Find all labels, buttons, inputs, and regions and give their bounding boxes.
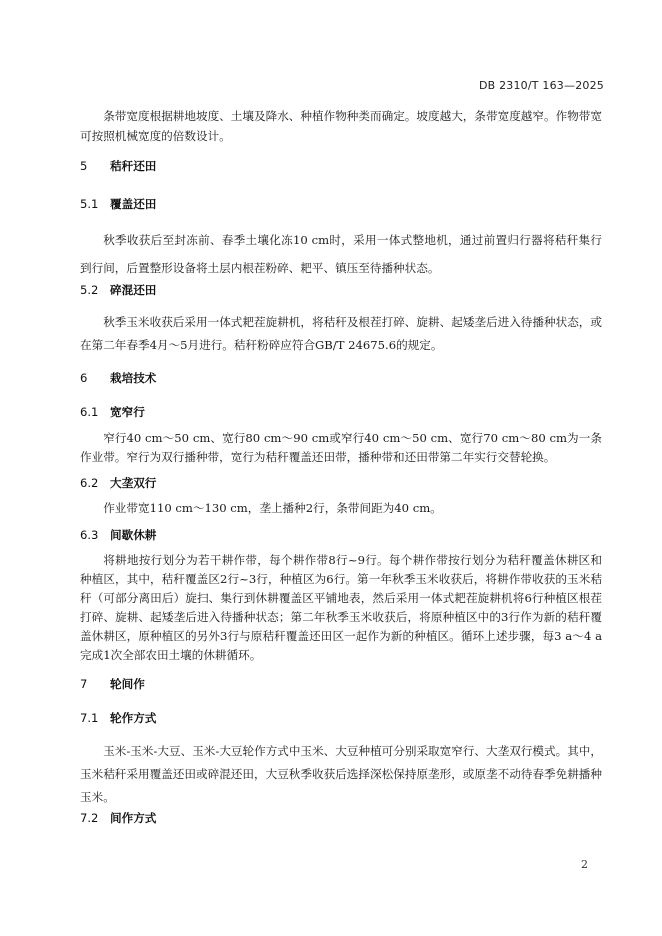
section-number: 7	[80, 677, 88, 691]
section-7-2-heading	[80, 810, 156, 826]
section-5-heading	[80, 158, 156, 174]
section-number: 6.1	[80, 405, 99, 419]
section-6-1-heading	[80, 404, 145, 420]
section-6-3-heading	[80, 527, 156, 543]
section-title: 宽窄行	[110, 405, 145, 419]
section-number: 5	[80, 159, 88, 173]
section-title: 秸秆还田	[110, 159, 157, 173]
paragraph-6-2: 作业带宽110 cm～130 cm，垄上播种2行，条带间距为40 cm。	[103, 501, 442, 515]
section-number: 6.2	[80, 476, 99, 490]
paragraph-5-2: 秋季玉米收获后采用一体式耙茬旋耕机，将秸秆及根茬打碎、旋耕、起矮垄后进入待播种状态，或在第二年春季4月～5月进行。秸秆粉碎应符合GB/T 24675.6的规定。	[80, 315, 602, 352]
paragraph-6-3: 将耕地按行划分为若干耕作带，每个耕作带8行~9行。每个耕作带按行划分为秸秆覆盖休耕区和种植区，其中，秸秆覆盖区2行~3行，种植区为6行。第一年秋季玉米收获后，将耕作带收获的玉米秸秆（可部分离田后）旋扫、集行到休耕覆盖区平铺地表，然后采用一体式耙茬旋耕机将6行种植区根茬打碎、旋耕、起矮垄后进入待播种状态；第二年秋季玉米收获后，将原种植区中的3行作为新的秸秆覆盖休耕区，原种植区的另外3行与原秸秆覆盖还田区一起作为新的种植区。循环上述步骤，每3 a～4 a完成1次全部农田土壤的休耕循环。	[80, 553, 602, 662]
paragraph-6-1: 窄行40 cm～50 cm、宽行80 cm～90 cm或窄行40 cm～50 cm、宽行70 cm～80 cm为一条作业带。窄行为双行播种带，宽行为秸秆覆盖还田带，播种带和还田带第二年实行交替轮换。	[80, 431, 602, 464]
section-6-heading	[80, 370, 156, 386]
section-number: 6	[80, 371, 88, 385]
section-title: 间作方式	[110, 811, 157, 825]
page-number: 2	[581, 858, 588, 871]
section-number: 7.1	[80, 711, 99, 725]
section-number: 7.2	[80, 811, 99, 825]
paragraph-7-1: 玉米-玉米-大豆、玉米-大豆轮作方式中玉米、大豆种植可分别采取宽窄行、大垄双行模式。其中，玉米秸秆采用覆盖还田或碎混还田，大豆秋季收获后选择深松保持原垄形，或原垄不动待春季免耕播种玉米。	[80, 744, 602, 804]
section-5-1-heading	[80, 196, 156, 212]
section-title: 覆盖还田	[110, 197, 157, 211]
section-title: 碎混还田	[110, 283, 157, 297]
section-title: 栽培技术	[110, 371, 157, 385]
section-6-2-heading	[80, 475, 156, 491]
paragraph-5-1: 秋季收获后至封冻前、春季土壤化冻10 cm时，采用一体式整地机，通过前置归行器将秸秆集行到行间，后置整形设备将土层内根茬粉碎、耙平、镇压至待播种状态。	[80, 233, 602, 275]
document-id-header: DB 2310/T 163—2025	[478, 79, 604, 92]
section-7-heading	[80, 676, 145, 692]
section-title: 大垄双行	[110, 476, 157, 490]
paragraph-strip-width: 条带宽度根据耕地坡度、土壤及降水、种植作物种类而确定。坡度越大，条带宽度越窄。作物带宽可按照机械宽度的倍数设计。	[80, 109, 602, 143]
section-title: 轮间作	[110, 677, 145, 691]
section-number: 6.3	[80, 528, 99, 542]
section-5-2-heading	[80, 282, 156, 298]
section-title: 间歇休耕	[110, 528, 157, 542]
section-title: 轮作方式	[110, 711, 157, 725]
section-number: 5.2	[80, 283, 99, 297]
section-number: 5.1	[80, 197, 99, 211]
section-7-1-heading	[80, 710, 156, 726]
